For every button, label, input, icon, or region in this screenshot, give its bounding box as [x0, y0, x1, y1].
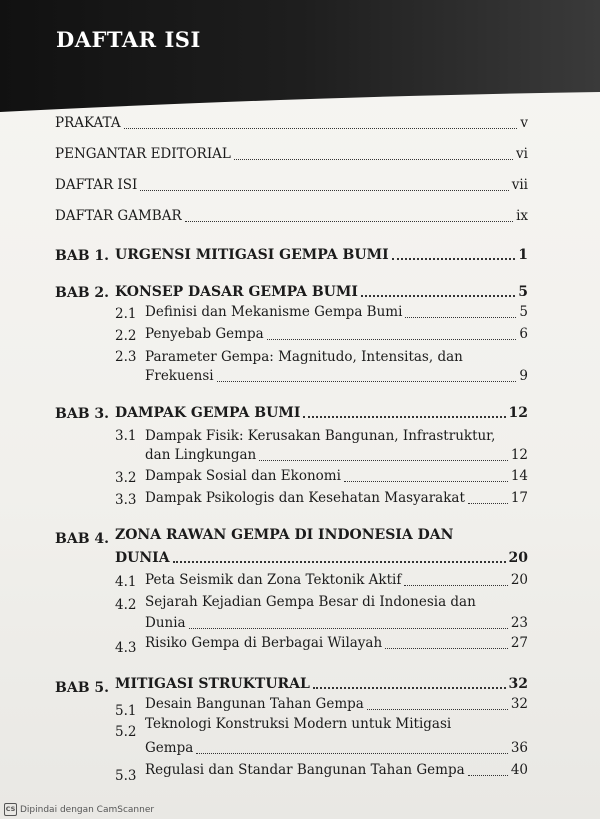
toc-section-5-2[interactable] [145, 742, 528, 756]
toc-chapter-5[interactable] [115, 677, 528, 691]
dot-leader [140, 190, 508, 191]
dot-leader [185, 221, 513, 222]
toc-chapter-2[interactable] [115, 285, 528, 299]
chapter-page: 32 [508, 676, 528, 692]
chapter-number: BAB 3. [55, 406, 110, 422]
section-title: Dunia [145, 615, 186, 631]
dot-leader [259, 460, 508, 461]
section-number: 3.3 [115, 492, 137, 508]
chapter-title: DUNIA [115, 550, 170, 566]
section-number: 3.2 [115, 470, 137, 486]
toc-section-3-1[interactable] [145, 449, 528, 463]
toc-section-3-3[interactable] [145, 492, 528, 506]
dot-leader [217, 381, 517, 382]
section-page: 27 [510, 635, 528, 651]
chapter-title: URGENSI MITIGASI GEMPA BUMI [115, 247, 389, 263]
section-number: 5.1 [115, 703, 137, 719]
section-page: 36 [510, 740, 528, 756]
section-number: 5.2 [115, 724, 137, 740]
section-title: Dampak Psikologis dan Kesehatan Masyarakat [145, 490, 465, 506]
dot-leader [468, 775, 508, 776]
dot-leader [234, 159, 513, 160]
section-page: 20 [510, 572, 528, 588]
chapter-title: DAMPAK GEMPA BUMI [115, 405, 301, 421]
section-page: 12 [510, 447, 528, 463]
toc-section-5-3[interactable] [145, 764, 528, 778]
dot-leader [196, 753, 508, 754]
chapter-page: 5 [518, 284, 528, 300]
scanner-watermark [4, 803, 154, 816]
toc-chapter-4[interactable] [115, 551, 528, 565]
section-number: 4.1 [115, 574, 137, 590]
toc-entry-page: vi [516, 146, 528, 162]
section-title-line: Sejarah Kejadian Gempa Besar di Indonesia dan [145, 594, 476, 610]
toc-entry-page: ix [516, 208, 528, 224]
toc-section-4-3[interactable] [145, 637, 528, 651]
toc-section-3-2[interactable] [145, 470, 528, 484]
section-title: Peta Seismik dan Zona Tektonik Aktif [145, 572, 402, 588]
dot-leader [344, 481, 508, 482]
scanner-watermark-text: Dipindai dengan CamScanner [20, 804, 155, 815]
toc-chapter-1[interactable] [115, 248, 528, 262]
camscanner-icon: CS [4, 803, 17, 816]
chapter-number: BAB 5. [55, 680, 110, 696]
chapter-number: BAB 1. [55, 248, 110, 264]
toc-section-4-2[interactable] [145, 617, 528, 631]
section-number: 3.1 [115, 428, 137, 444]
toc-section-5-1[interactable] [145, 698, 528, 712]
section-title: Dampak Sosial dan Ekonomi [145, 468, 341, 484]
chapter-number: BAB 4. [55, 531, 110, 547]
toc-entry-label: DAFTAR ISI [55, 177, 138, 193]
section-title-line: Parameter Gempa: Magnitudo, Intensitas, dan [145, 349, 463, 365]
chapter-number: BAB 2. [55, 285, 110, 301]
dot-leader [313, 687, 506, 689]
toc-entry-page: vii [511, 177, 528, 193]
section-page: 5 [519, 304, 528, 320]
toc-entry-prakata[interactable] [55, 117, 528, 131]
dot-leader [392, 258, 516, 260]
section-number: 2.3 [115, 349, 137, 365]
dot-leader [267, 339, 517, 340]
section-page: 14 [510, 468, 528, 484]
section-title: Risiko Gempa di Berbagai Wilayah [145, 635, 383, 651]
dot-leader [468, 503, 508, 504]
toc-section-2-3[interactable] [145, 370, 528, 384]
section-page: 17 [510, 490, 528, 506]
page-title: DAFTAR ISI [56, 27, 201, 52]
section-page: 32 [510, 696, 528, 712]
dot-leader [303, 416, 505, 418]
toc-entry-pengantar-editorial[interactable] [55, 148, 528, 162]
chapter-page: 1 [518, 247, 528, 263]
section-title: Definisi dan Mekanisme Gempa Bumi [145, 304, 403, 320]
section-number: 2.2 [115, 328, 137, 344]
toc-entry-daftar-isi[interactable] [55, 179, 528, 193]
dot-leader [385, 648, 508, 649]
section-title-line: Dampak Fisik: Kerusakan Bangunan, Infrastruktur, [145, 428, 496, 444]
section-page: 40 [510, 762, 528, 778]
toc-entry-page: v [520, 115, 528, 131]
chapter-title-line: ZONA RAWAN GEMPA DI INDONESIA DAN [115, 527, 454, 543]
section-number: 2.1 [115, 306, 137, 322]
section-title: dan Lingkungan [145, 447, 257, 463]
toc-chapter-3[interactable] [115, 406, 528, 420]
dot-leader [124, 128, 518, 129]
section-page: 9 [519, 368, 528, 384]
dot-leader [404, 585, 507, 586]
toc-section-2-2[interactable] [145, 328, 528, 342]
section-title: Penyebab Gempa [145, 326, 264, 342]
section-page: 6 [519, 326, 528, 342]
section-title: Gempa [145, 740, 194, 756]
section-title: Regulasi dan Standar Bangunan Tahan Gempa [145, 762, 465, 778]
section-number: 4.2 [115, 597, 137, 613]
toc-section-2-1[interactable] [145, 306, 528, 320]
toc-section-4-1[interactable] [145, 574, 528, 588]
section-number: 5.3 [115, 768, 137, 784]
toc-entry-daftar-gambar[interactable] [55, 210, 528, 224]
toc-entry-label: PRAKATA [55, 115, 121, 131]
dot-leader [405, 317, 516, 318]
toc-entry-label: PENGANTAR EDITORIAL [55, 146, 231, 162]
toc-entry-label: DAFTAR GAMBAR [55, 208, 182, 224]
section-title: Frekuensi [145, 368, 214, 384]
chapter-page: 12 [508, 405, 528, 421]
section-title-line: Teknologi Konstruksi Modern untuk Mitigasi [145, 716, 452, 732]
chapter-title: MITIGASI STRUKTURAL [115, 676, 310, 692]
section-title: Desain Bangunan Tahan Gempa [145, 696, 364, 712]
section-number: 4.3 [115, 640, 137, 656]
chapter-title: KONSEP DASAR GEMPA BUMI [115, 284, 358, 300]
dot-leader [367, 709, 508, 710]
dot-leader [189, 628, 508, 629]
dot-leader [361, 295, 515, 297]
section-page: 23 [510, 615, 528, 631]
chapter-page: 20 [508, 550, 528, 566]
dot-leader [173, 561, 506, 563]
